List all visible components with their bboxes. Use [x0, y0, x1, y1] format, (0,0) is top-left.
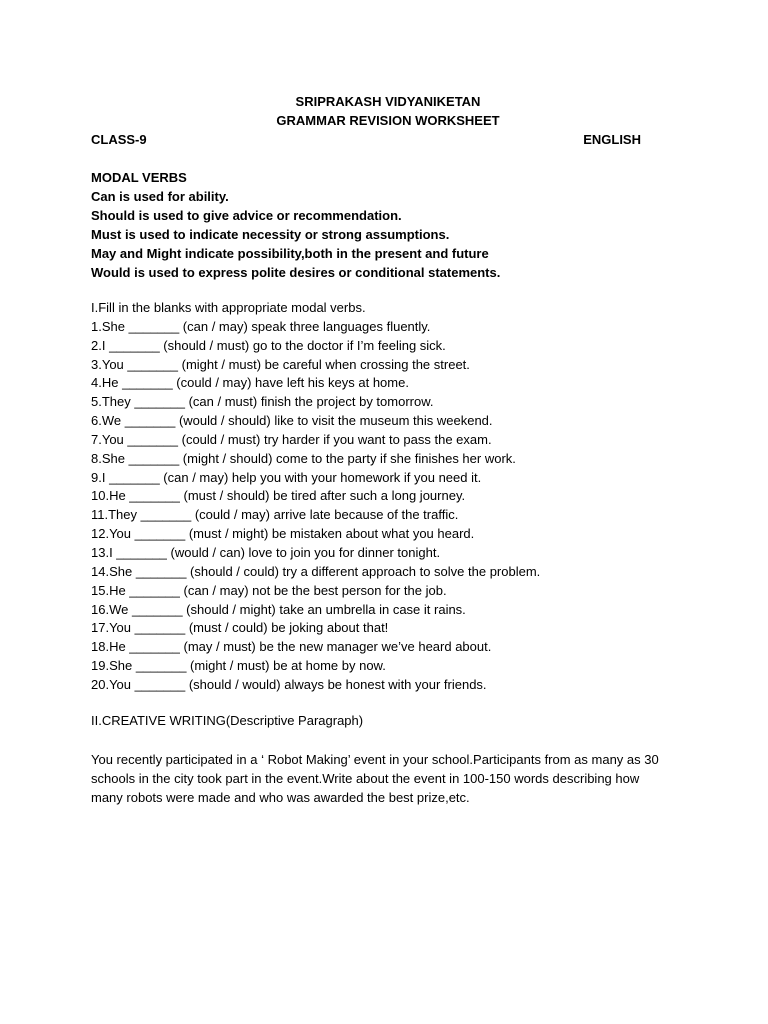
exercise-item: 18.He _______ (may / must) be the new manager we’ve heard about. — [91, 639, 492, 655]
exercise-item: 1.She _______ (can / may) speak three languages fluently. — [91, 318, 431, 334]
worksheet-title: GRAMMAR REVISION WORKSHEET — [276, 113, 500, 128]
exercise-item: 11.They _______ (could / may) arrive late because of the traffic. — [91, 507, 459, 523]
school-name: SRIPRAKASH VIDYANIKETAN — [295, 94, 481, 109]
exercise-item: 13.I _______ (would / can) love to join you for dinner tonight. — [91, 544, 441, 560]
subject-label: ENGLISH — [583, 132, 641, 147]
exercise-item: 7.You _______ (could / must) try harder if you want to pass the exam. — [91, 431, 492, 447]
exercise-item: 9.I _______ (can / may) help you with your homework if you need it. — [91, 469, 482, 485]
exercise-item: 6.We _______ (would / should) like to visit the museum this weekend. — [91, 413, 493, 429]
modal-verbs-notes — [91, 168, 691, 282]
exercise-item: 16.We _______ (should / might) take an umbrella in case it rains. — [91, 601, 466, 617]
note-line: May and Might indicate possibility,both in the present and future — [91, 246, 489, 261]
exercise-item: 15.He _______ (can / may) not be the best person for the job. — [91, 582, 447, 598]
exercise-item: 2.I _______ (should / must) go to the doctor if I’m feeling sick. — [91, 337, 446, 353]
note-line: Should is used to give advice or recommendation. — [91, 208, 402, 223]
exercise-item: 12.You _______ (must / might) be mistaken about what you heard. — [91, 526, 475, 542]
exercise-item: 17.You _______ (must / could) be joking about that! — [91, 620, 389, 636]
exercise-item: 5.They _______ (can / must) finish the project by tomorrow. — [91, 394, 434, 410]
note-line: Must is used to indicate necessity or strong assumptions. — [91, 227, 450, 242]
fill-in-the-blanks-section — [91, 299, 691, 695]
creative-writing-prompt: You recently participated in a ‘ Robot Making’ event in your school.Participants from as many as 30 schools in the city took part in the event.Write about the event in 100-150 words describing how many robots were made and who was awarded the best prize,etc. — [91, 752, 659, 805]
exercise-item: 8.She _______ (might / should) come to the party if she finishes her work. — [91, 450, 516, 466]
modal-verbs-heading: MODAL VERBS — [91, 170, 187, 185]
class-label: CLASS-9 — [91, 132, 147, 147]
class-subject-row — [91, 131, 641, 149]
exercise-item: 3.You _______ (might / must) be careful when crossing the street. — [91, 356, 470, 372]
exercise-item: 10.He _______ (must / should) be tired after such a long journey. — [91, 488, 466, 504]
note-line: Can is used for ability. — [91, 189, 229, 204]
section1-heading: I.Fill in the blanks with appropriate modal verbs. — [91, 300, 366, 315]
note-line: Would is used to express polite desires or conditional statements. — [91, 265, 501, 280]
exercise-item: 14.She _______ (should / could) try a different approach to solve the problem. — [91, 563, 541, 579]
exercise-item: 4.He _______ (could / may) have left his keys at home. — [91, 375, 409, 391]
exercise-item: 19.She _______ (might / must) be at home by now. — [91, 658, 386, 674]
exercise-item: 20.You _______ (should / would) always be honest with your friends. — [91, 676, 487, 692]
section2-heading: II.CREATIVE WRITING(Descriptive Paragraph) — [91, 713, 364, 728]
